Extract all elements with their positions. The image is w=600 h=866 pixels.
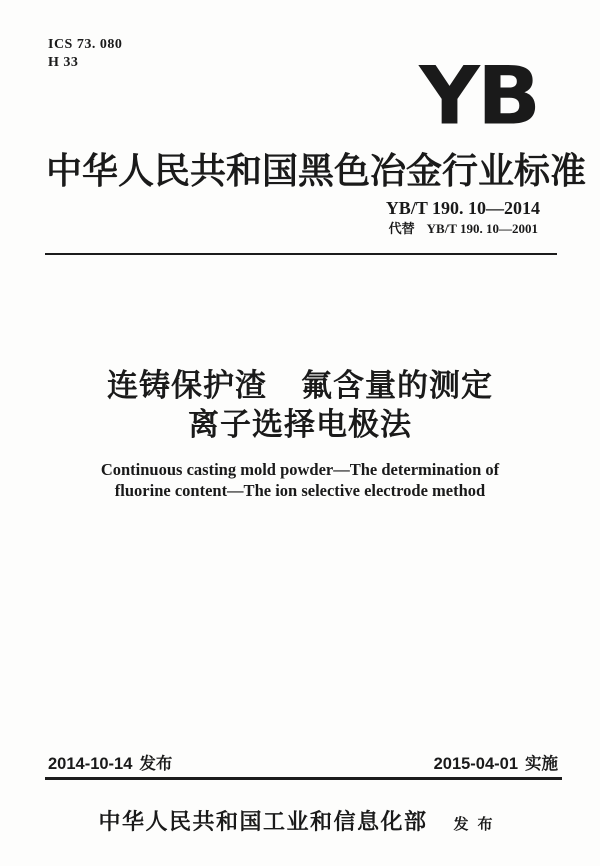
footer-divider-line xyxy=(45,777,562,780)
implementation-date-group xyxy=(434,754,558,774)
standard-body-title: 中华人民共和国黑色冶金行业标准 xyxy=(46,150,587,191)
english-title-line1: Continuous casting mold powder—The determination of xyxy=(100,460,500,479)
class-code: H 33 xyxy=(48,55,79,70)
implementation-date: 2015-04-01 xyxy=(433,755,518,773)
yb-logo: YB xyxy=(419,49,538,143)
dates-row xyxy=(48,754,558,774)
header-divider-line xyxy=(45,253,557,255)
implementation-label: 实施 xyxy=(525,755,558,773)
issue-date: 2014-10-14 xyxy=(48,755,133,773)
publisher-name: 中华人民共和国工业和信息化部 xyxy=(98,809,428,834)
replaced-standard-number: YB/T 190. 10—2001 xyxy=(426,221,538,236)
main-title xyxy=(0,366,600,444)
publisher-action-label: 发布 xyxy=(453,817,502,833)
issue-date-group xyxy=(48,754,172,774)
classification-block xyxy=(48,36,122,72)
main-title-line2: 离子选择电极法 xyxy=(188,407,412,442)
main-title-part2: 氟含量的测定 xyxy=(301,368,493,403)
replaces-prefix: 代替 xyxy=(388,221,415,236)
english-title-line2: fluorine content—The ion selective electrode method xyxy=(114,481,486,500)
english-title xyxy=(0,459,600,501)
main-title-line1 xyxy=(0,366,600,405)
replaces-line xyxy=(389,221,538,237)
ics-code: ICS 73. 080 xyxy=(48,37,123,52)
publisher-row xyxy=(0,805,600,836)
issue-label: 发布 xyxy=(139,755,173,773)
standard-number: YB/T 190. 10—2014 xyxy=(385,198,540,218)
main-title-part1: 连铸保护渣 xyxy=(107,368,267,403)
